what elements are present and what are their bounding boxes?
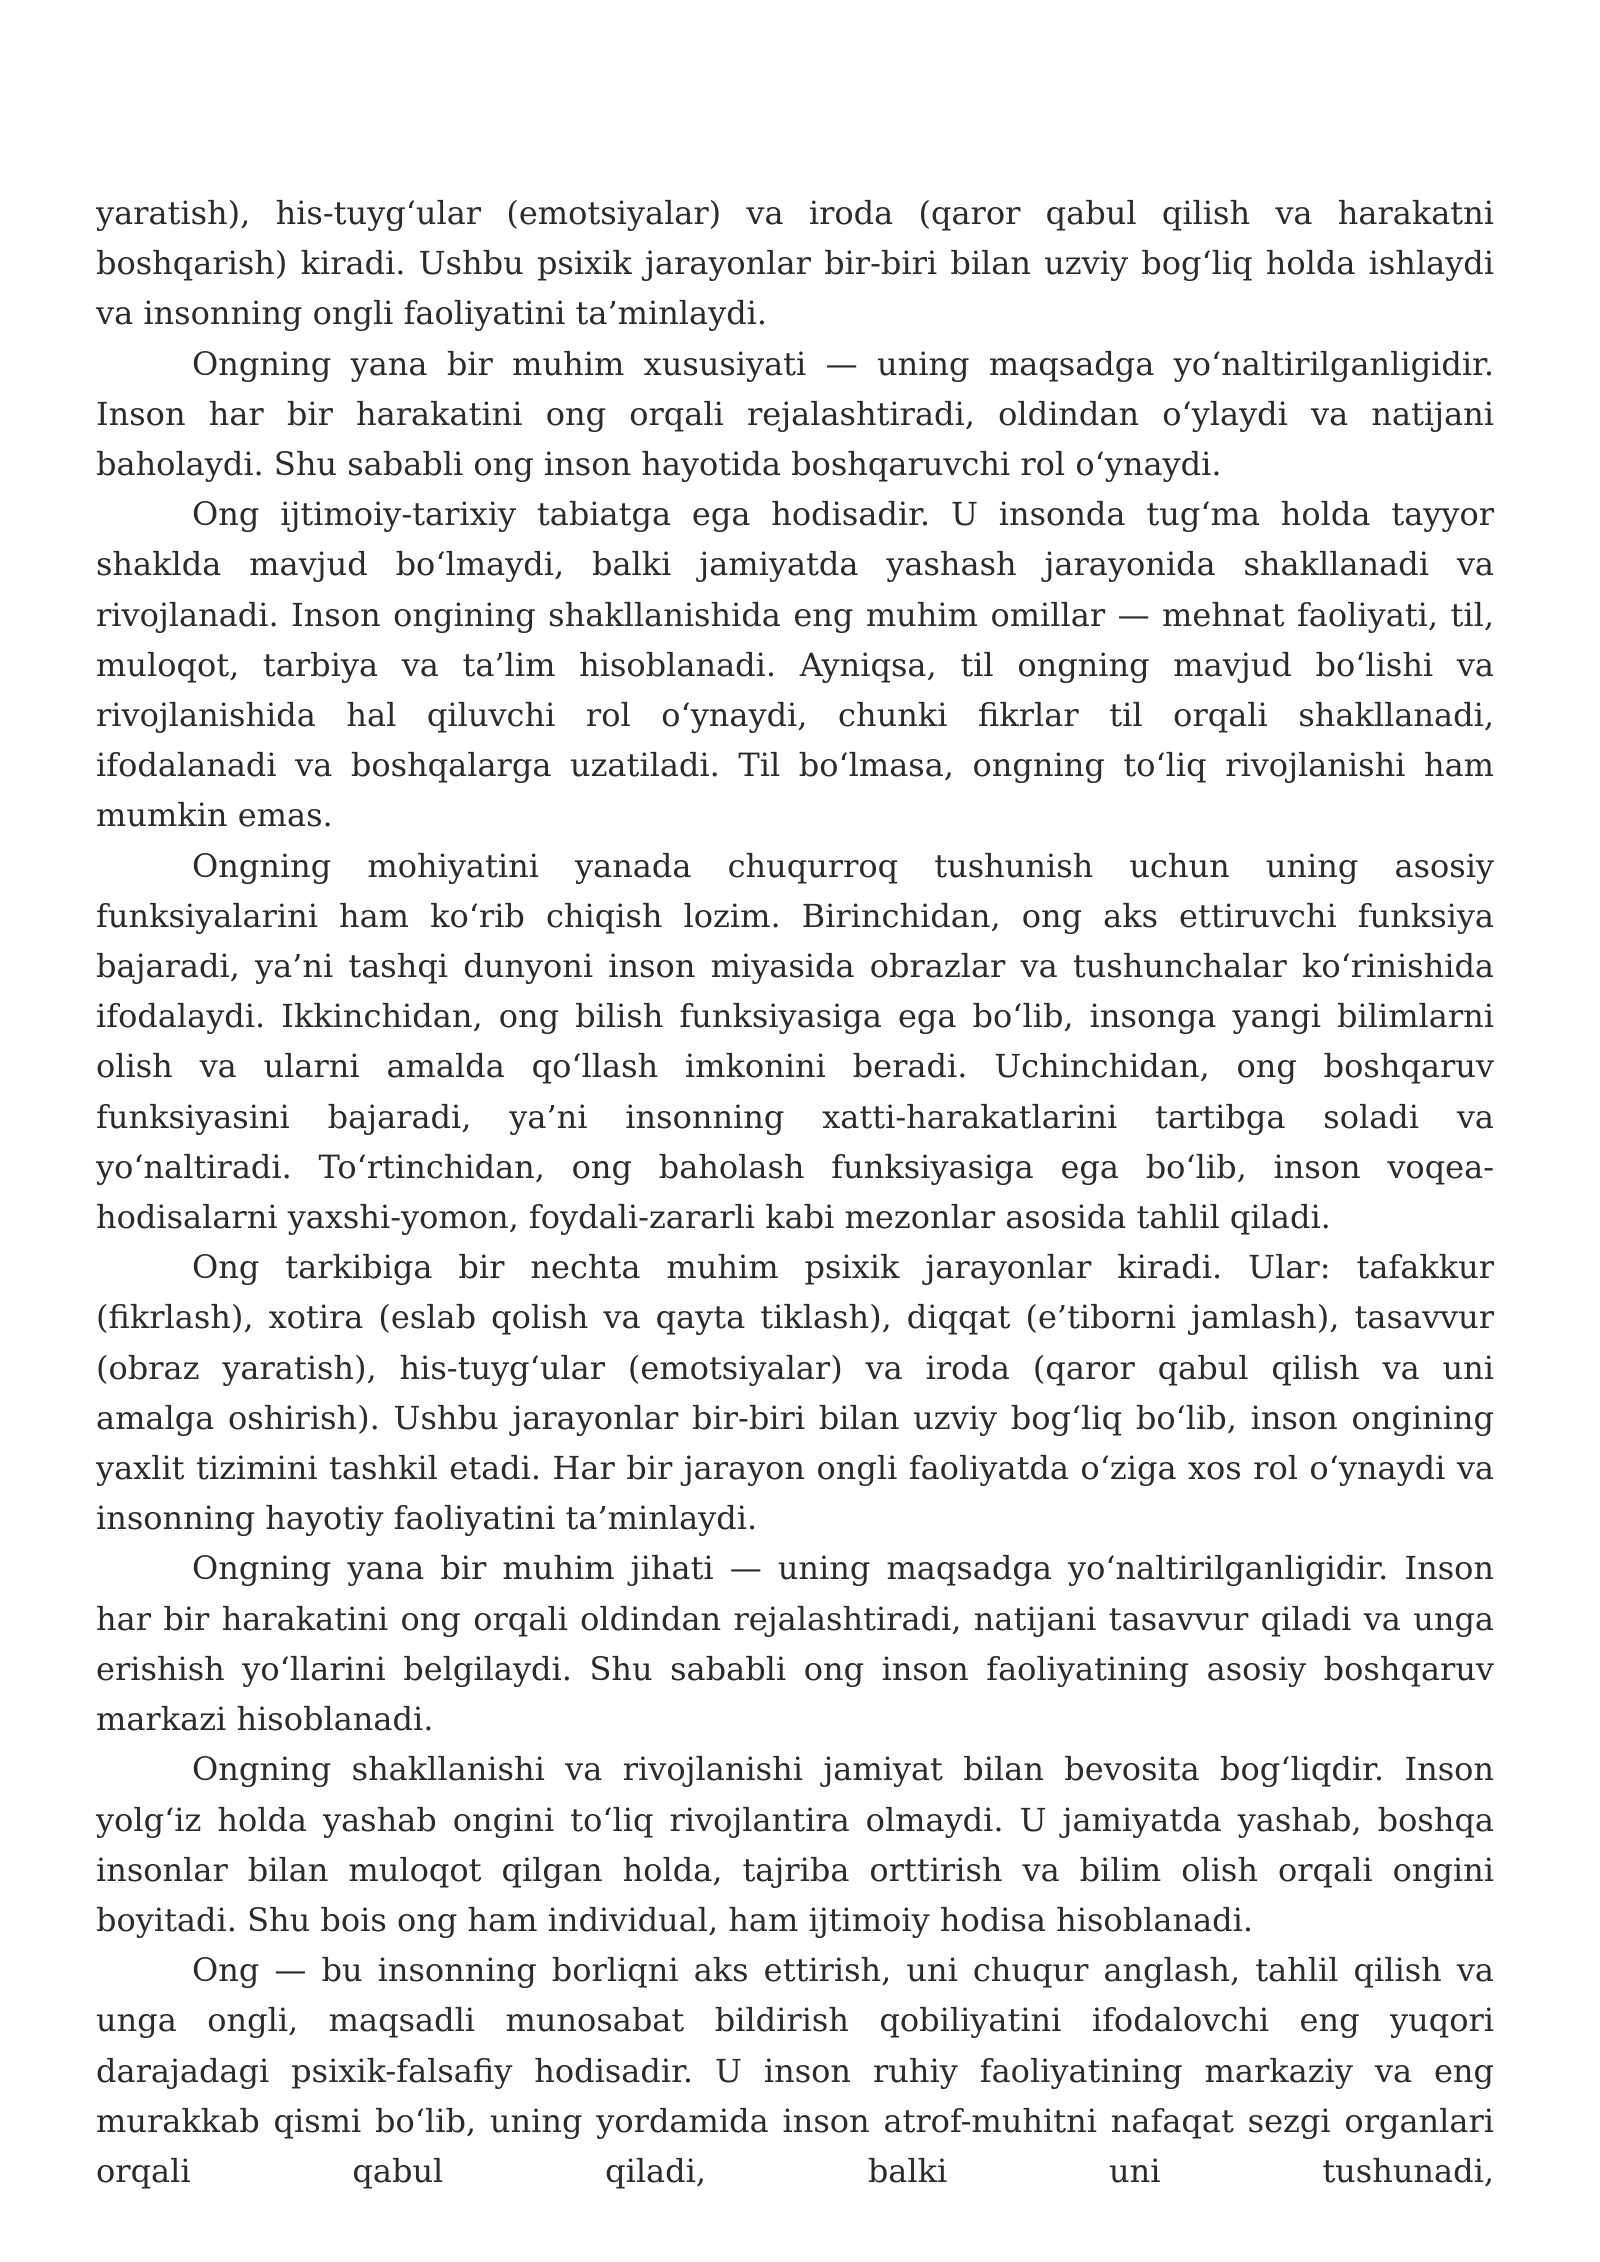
paragraph-7: Ongning shakllanishi va rivojlanishi jamiyat bilan bevosita bog‘liqdir. Inson yolg‘iz holda yashab ongini to‘liq rivojlantira olmaydi. U jamiyatda yashab, boshqa insonlar bilan muloqot qilgan holda, tajriba orttirish va bilim olish orqali ongini boyitadi. Shu bois ong ham individual, ham ijtimoiy hodisa hisoblanadi. xyxy=(96,1750,1494,1939)
paragraph-2: Ongning yana bir muhim xususiyati — uning maqsadga yo‘naltirilganligidir. Inson har bir harakatini ong orqali rejalashtiradi, oldindan o‘ylaydi va natijani baholaydi. Shu sababli ong inson hayotida boshqaruvchi rol o‘ynaydi. xyxy=(96,344,1494,484)
paragraph-6: Ongning yana bir muhim jihati — uning maqsadga yo‘naltirilganligidir. Inson har bir harakatini ong orqali oldindan rejalashtiradi, natijani tasavvur qiladi va unga erishish yo‘llarini belgilaydi. Shu sababli ong inson faoliyatining asosiy boshqaruv markazi hisoblanadi. xyxy=(96,1549,1494,1739)
paragraph-5: Ong tarkibiga bir nechta muhim psixik jarayonlar kiradi. Ular: tafakkur (fikrlash), xotira (eslab qolish va qayta tiklash), diqqat (e’tiborni jamlash), tasavvur (obraz yaratish), his-tuyg‘ular (emotsiyalar) va iroda (qaror qabul qilish va uni amalga oshirish). Ushbu jarayonlar bir-biri bilan uzviy bog‘liq bo‘lib, inson ongining yaxlit tizimini tashkil etadi. Har bir jarayon ongli faoliyatda o‘ziga xos rol o‘ynaydi va insonning hayotiy faoliyatini ta’minlaydi. xyxy=(96,1248,1494,1538)
paragraph-8: Ong — bu insonning borliqni aks ettirish, uni chuqur anglash, tahlil qilish va unga ongli, maqsadli munosabat bildirish qobiliyatini ifodalovchi eng yuqori darajadagi psixik-falsafiy hodisadir. U inson ruhiy faoliyatining markaziy va eng murakkab qismi bo‘lib, uning yordamida inson atrof-muhitni nafaqat sezgi organlari orqali qabul qiladi, balki uni tushunadi, xyxy=(96,1951,1494,2190)
paragraph-1: yaratish), his-tuyg‘ular (emotsiyalar) va iroda (qaror qabul qilish va harakatni boshqarish) kiradi. Ushbu psixik jarayonlar bir-biri bilan uzviy bog‘liq holda ishlaydi va insonning ongli faoliyatini ta’minlaydi. xyxy=(96,194,1494,333)
paragraph-3: Ong ijtimoiy-tarixiy tabiatga ega hodisadir. U insonda tug‘ma holda tayyor shaklda mavjud bo‘lmaydi, balki jamiyatda yashash jarayonida shakllanadi va rivojlanadi. Inson ongining shakllanishida eng muhim omillar — mehnat faoliyati, til, muloqot, tarbiya va ta’lim hisoblanadi. Ayniqsa, til ongning mavjud bo‘lishi va rivojlanishida hal qiluvchi rol o‘ynaydi, chunki fikrlar til orqali shakllanadi, ifodalanadi va boshqalarga uzatiladi. Til bo‘lmasa, ongning to‘liq rivojlanishi ham mumkin emas. xyxy=(96,495,1494,835)
paragraph-4: Ongning mohiyatini yanada chuqurroq tushunish uchun uning asosiy funksiyalarini ham ko‘rib chiqish lozim. Birinchidan, ong aks ettiruvchi funksiya bajaradi, ya’ni tashqi dunyoni inson miyasida obrazlar va tushunchalar ko‘rinishida ifodalaydi. Ikkinchidan, ong bilish funksiyasiga ega bo‘lib, insonga yangi bilimlarni olish va ularni amalda qo‘llash imkonini beradi. Uchinchidan, ong boshqaruv funksiyasini bajaradi, ya’ni insonning xatti-harakatlarini tartibga soladi va yo‘naltiradi. To‘rtinchidan, ong baholash funksiyasiga ega bo‘lib, inson voqea-hodisalarni yaxshi-yomon, foydali-zararli kabi mezonlar asosida tahlil qiladi. xyxy=(96,846,1494,1237)
document-body xyxy=(96,188,1494,2196)
